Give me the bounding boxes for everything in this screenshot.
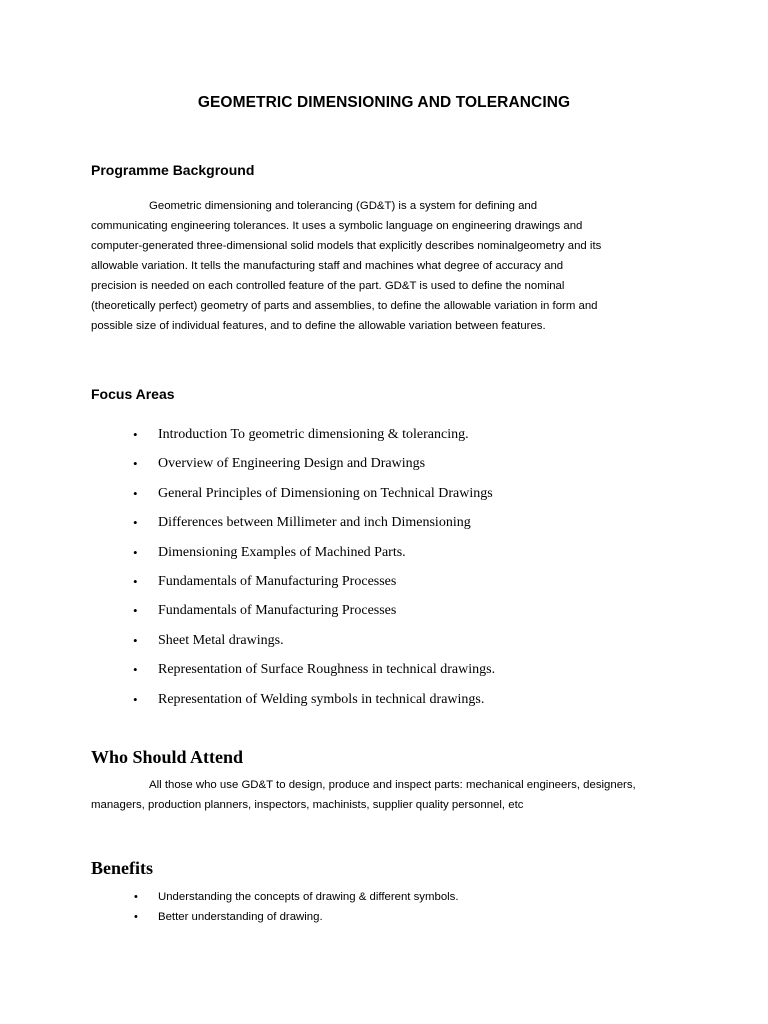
paragraph-line: All those who use GD&T to design, produce and inspect parts: mechanical engineers, designers, — [149, 779, 636, 791]
list-item-text: Introduction To geometric dimensioning & tolerancing. — [158, 427, 469, 442]
programme-background-paragraph — [91, 196, 681, 336]
focus-areas-list — [91, 424, 495, 718]
list-item — [91, 907, 459, 927]
list-item-text: Fundamentals of Manufacturing Processes — [158, 603, 397, 619]
list-item — [91, 512, 495, 541]
list-item — [91, 689, 495, 718]
list-item — [91, 600, 495, 629]
list-item-text: Fundamentals of Manufacturing Processes — [158, 573, 397, 589]
list-item — [91, 483, 495, 512]
bullet-icon: • — [134, 911, 138, 923]
bullet-icon: • — [133, 662, 138, 678]
benefits-list — [91, 887, 459, 927]
paragraph-line: (theoretically perfect) geometry of parts and assemblies, to define the allowable variation in form and — [91, 300, 598, 312]
paragraph-line: Geometric dimensioning and tolerancing (GD&T) is a system for defining and — [149, 200, 538, 212]
paragraph-line: computer-generated three-dimensional solid models that explicitly describes nominalgeometry and its — [91, 240, 602, 252]
bullet-icon: • — [133, 691, 138, 707]
bullet-icon: • — [133, 544, 138, 560]
list-item — [91, 453, 495, 482]
bullet-icon: • — [133, 573, 138, 589]
list-item-text: Overview of Engineering Design and Drawings — [158, 456, 426, 472]
paragraph-line: communicating engineering tolerances. It uses a symbolic language on engineering drawings and — [91, 220, 583, 232]
list-item-text: Better understanding of drawing. — [158, 911, 323, 923]
list-item — [91, 887, 459, 907]
list-item — [91, 571, 495, 600]
focus-areas-heading: Focus Areas — [91, 386, 175, 402]
list-item — [91, 424, 495, 453]
list-item — [91, 542, 495, 571]
list-item-text: Representation of Surface Roughness in technical drawings. — [158, 662, 496, 678]
bullet-icon: • — [134, 891, 138, 903]
document-title: GEOMETRIC DIMENSIONING AND TOLERANCING — [197, 94, 571, 111]
programme-background-heading: Programme Background — [91, 162, 255, 178]
benefits-heading: Benefits — [91, 858, 153, 878]
bullet-icon: • — [133, 632, 138, 648]
who-should-attend-paragraph — [91, 775, 681, 815]
who-should-attend-heading: Who Should Attend — [91, 747, 244, 767]
paragraph-line: precision is needed on each controlled feature of the part. GD&T is used to define the nominal — [91, 280, 565, 292]
list-item-text: Understanding the concepts of drawing & different symbols. — [158, 891, 459, 903]
list-item-text: Differences between Millimeter and inch Dimensioning — [158, 515, 471, 531]
bullet-icon: • — [133, 456, 138, 472]
list-item — [91, 659, 495, 688]
bullet-icon: • — [133, 603, 138, 619]
paragraph-line: managers, production planners, inspectors, machinists, supplier quality personnel, etc — [91, 799, 524, 811]
list-item-text: Dimensioning Examples of Machined Parts. — [158, 544, 406, 560]
list-item-text: Sheet Metal drawings. — [158, 632, 284, 648]
paragraph-line: allowable variation. It tells the manufacturing staff and machines what degree of accuracy and — [91, 260, 564, 272]
list-item-text: General Principles of Dimensioning on Technical Drawings — [158, 485, 493, 501]
list-item-text: Representation of Welding symbols in technical drawings. — [158, 691, 485, 707]
paragraph-line: possible size of individual features, and to define the allowable variation between features. — [91, 320, 546, 332]
bullet-icon: • — [133, 427, 138, 442]
list-item — [91, 630, 495, 659]
bullet-icon: • — [133, 485, 138, 501]
bullet-icon: • — [133, 515, 138, 531]
